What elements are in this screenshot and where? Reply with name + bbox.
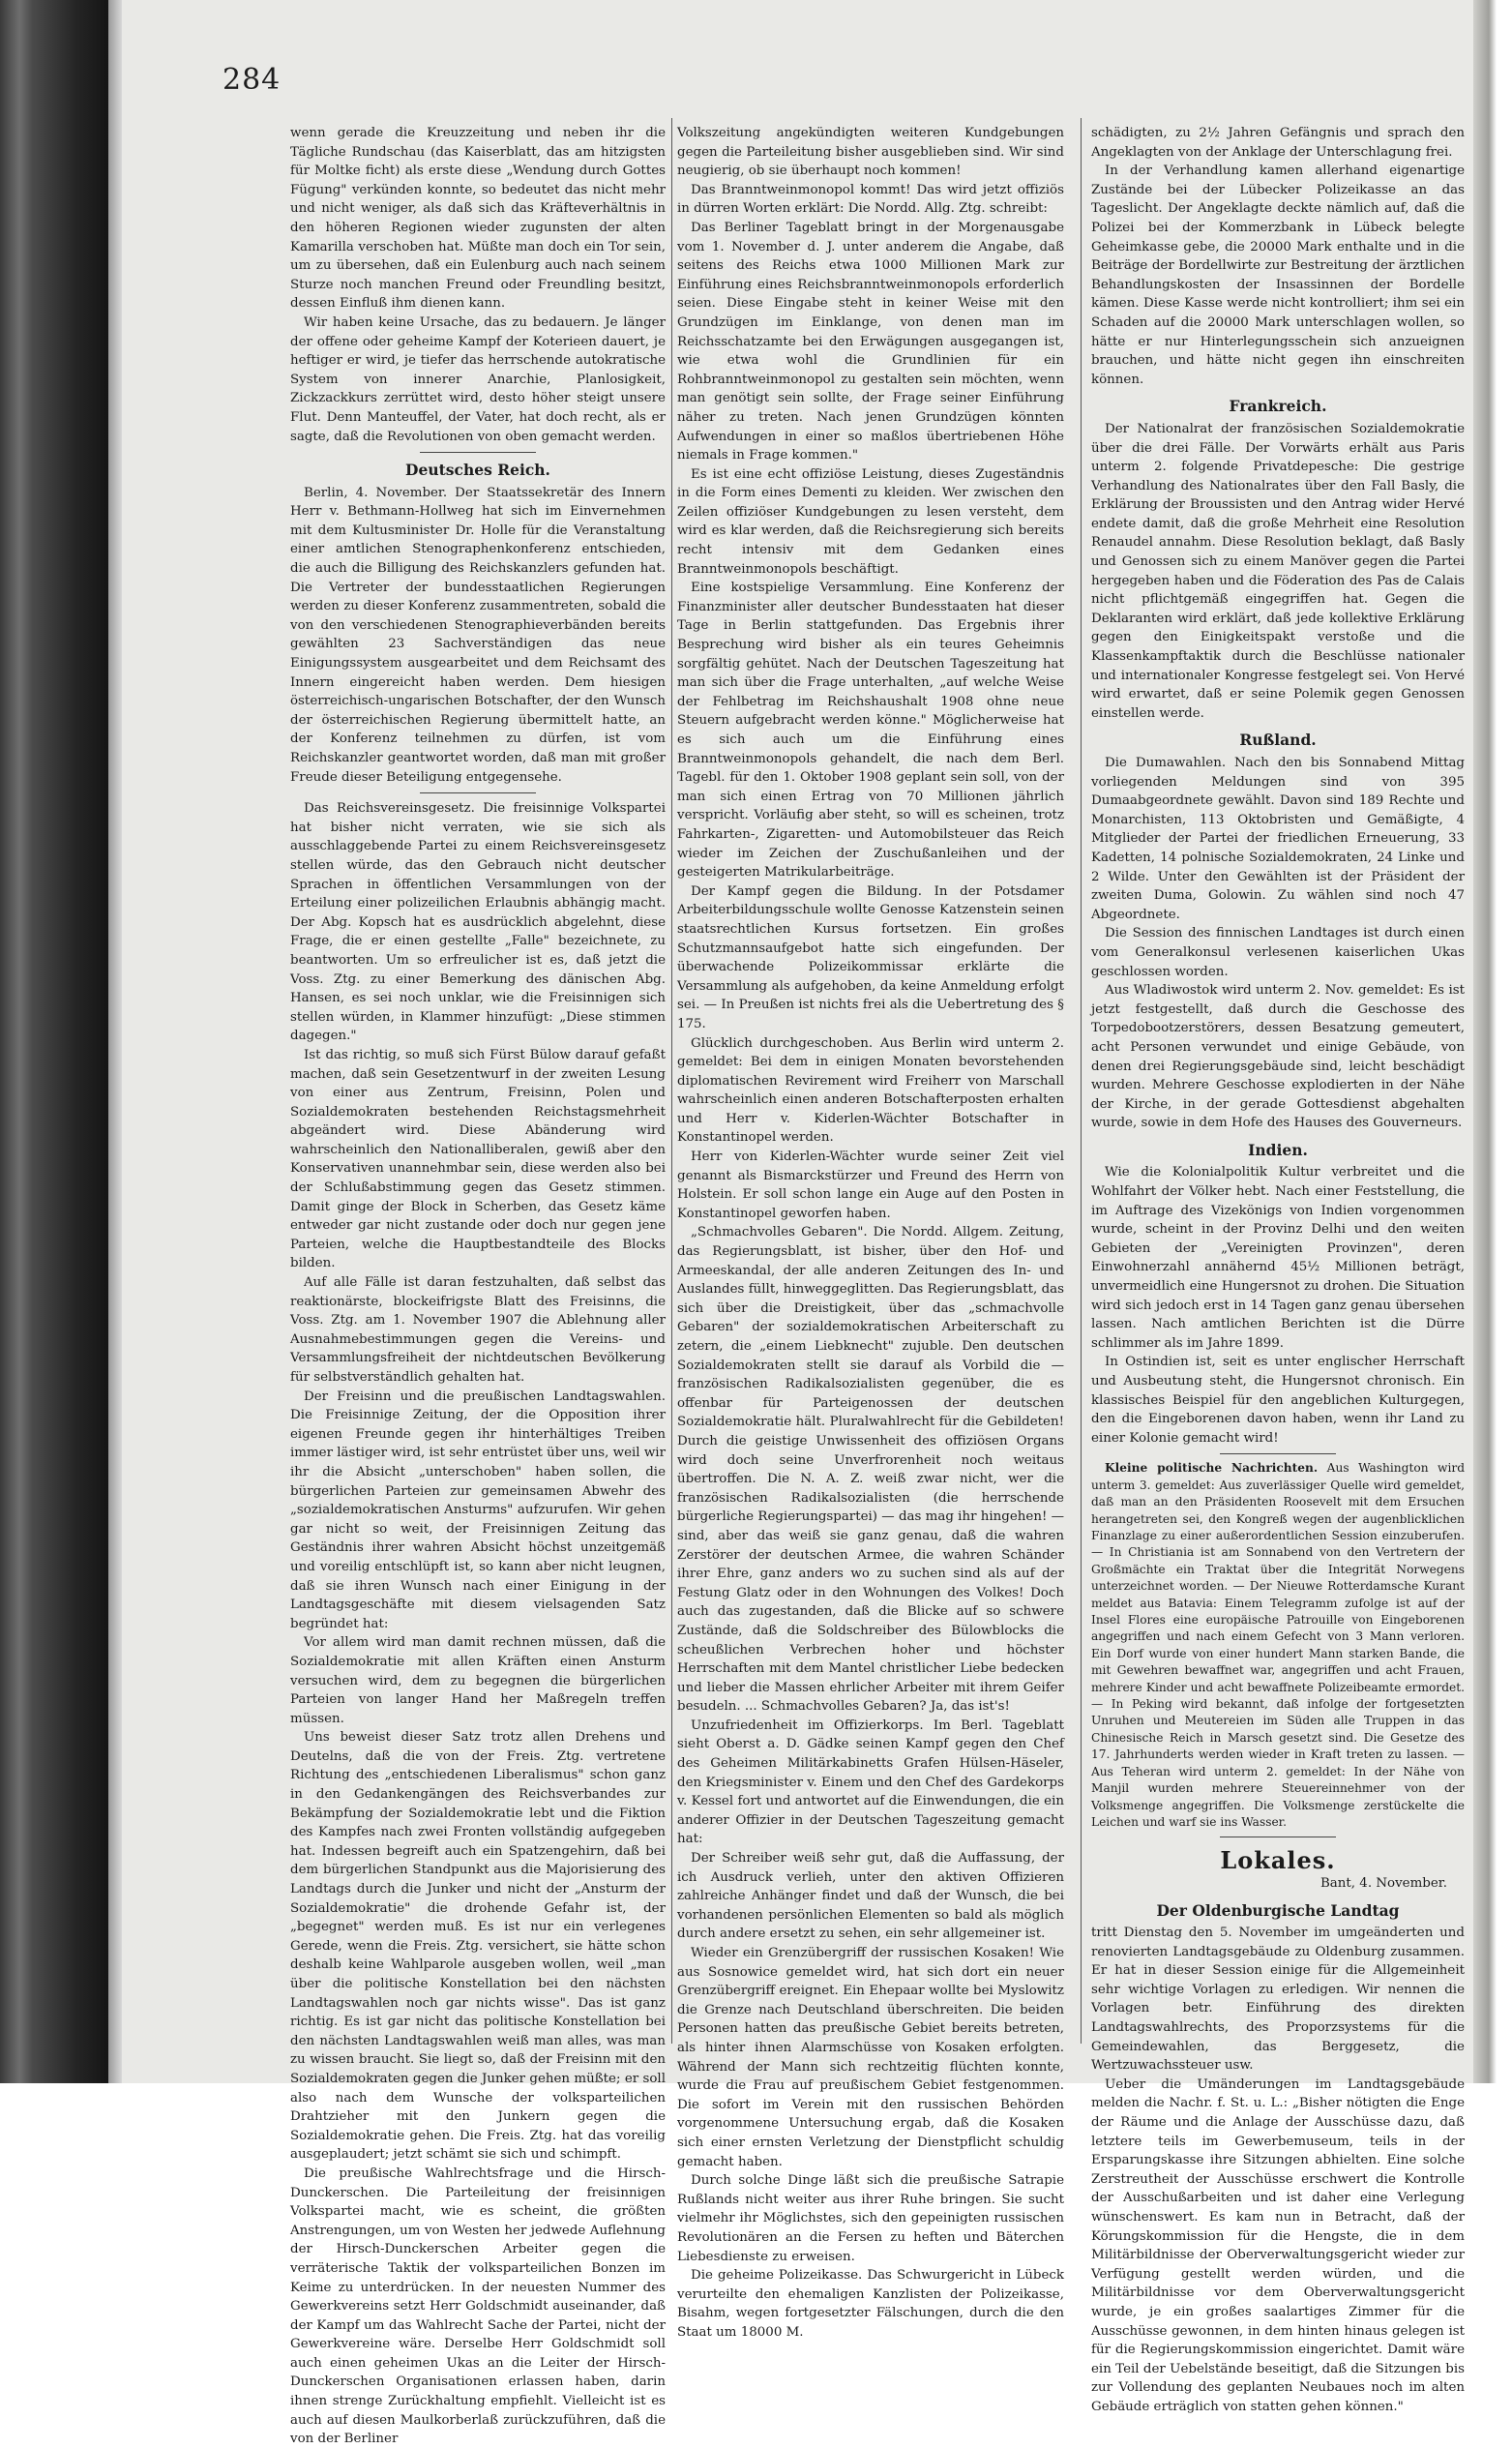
book-binding [0, 0, 108, 2083]
paragraph: Wie die Kolonialpolitik Kultur verbreitet und die Wohlfahrt der Völker hebt. Nach einer Feststellung, die im Auftrage des Vizekönigs von Indien vorgenommen wurde, scheint in der Provinz Delhi und den weiten Gebieten der „Vereinigten Provinzen", deren Einwohnerzahl annähernd 45½ Millionen beträgt, unvermeidlich eine Hungersnot zu drohen. Die Situation wird sich jedoch erst in 14 Tagen ganz genau übersehen lassen. Nach amtlichen Berichten ist die Dürre schlimmer als im Jahre 1899. [1091, 1165, 1465, 1351]
paragraph: Eine kostspielige Versammlung. Eine Konferenz der Finanzminister aller deutscher Bundesstaaten hat dieser Tage in Berlin stattgefunden. Das Ergebnis ihrer Besprechung wird bisher als ein teures Geheimnis sorgfältig gehütet. Nach der Deutschen Tageszeitung hat man sich über die Frage unterhalten, „auf welche Weise der Fehlbetrag im Reichshaushalt 1908 ohne neue Steuern aufgebracht werden könne." Möglicherweise hat es sich auch um die Einführung eines Branntweinmonopols gehandelt, die nach dem Berl. Tagebl. für den 1. Oktober 1908 geplant sein soll, von der man sich einen Ertrag von 70 Millionen jährlich verspricht. Vorläufig aber steht, so will es scheinen, trotz Fahrkarten-, Zigaretten- und Automobilsteuer das Reich wieder im Zeichen der Zuschußanleihen und der gesteigerten Matrikularbeiträge. [677, 581, 1064, 881]
paragraph: In Ostindien ist, seit es unter englischer Herrschaft und Ausbeutung steht, die Hungersnot chronisch. Ein klassisches Beispiel für den angeblichen Kulturgegen, den die Eingeborenen davon haben, wenn ihr Land zu einer Kolonie gemacht wird! [1091, 1355, 1465, 1446]
small-news-block [1091, 1460, 1465, 1831]
paragraph: Der Kampf gegen die Bildung. In der Potsdamer Arbeiterbildungsschule wollte Genosse Katzenstein seinen staatsrechtlichen Kursus fortsetzen. Ein großes Schutzmannsaufgebot hatte sich eingefunden. Der überwachende Polizeikommissar erklärte die Versammlung als aufgehoben, da keine Anmeldung erfolgt sei. — In Preußen ist nichts frei als die Uebertretung des § 175. [677, 883, 1064, 1031]
section-heading: Rußland. [1239, 731, 1317, 750]
paragraph: Volkszeitung angekündigten weiteren Kundgebungen gegen die Parteileitung bisher ausgeblieben sind. Wir sind neugierig, ob sie überhaupt noch kommen! [677, 126, 1064, 179]
column-2 [677, 124, 1064, 2340]
paragraph: Wir haben keine Ursache, das zu bedauern. Je länger der offene oder geheime Kampf der Koterieen dauert, je heftiger er wird, je tiefer das herrschende autokratische System von innerer Anarchie, Planlosigkeit, Zickzackkurs zerrüttet wird, desto höher steigt unsere Flut. Denn Manteuffel, der Vater, hat doch recht, als er sagte, daß die Revolutionen von oben gemacht werden. [290, 314, 666, 444]
column-1 [290, 124, 666, 2447]
column-rule-2 [1081, 118, 1082, 2044]
binding-edge [108, 0, 122, 2083]
column-3 [1091, 124, 1465, 2414]
paragraph: schädigten, zu 2½ Jahren Gefängnis und sprach den Angeklagten von der Anklage der Unterschlagung frei. [1091, 126, 1465, 160]
section-heading: Frankreich. [1229, 397, 1327, 416]
section-heading: Indien. [1248, 1140, 1308, 1159]
section-divider [1220, 1453, 1336, 1454]
paragraph: Berlin, 4. November. Der Staatssekretär des Innern Herr v. Bethmann-Hollweg hat sich im Einvernehmen mit dem Kultusminister Dr. Holle für die Veranstaltung einer amtlichen Stenographenkonferenz entschieden, die auch die Billigung des Reichskanzlers gefunden hat. Die Vertreter der bundesstaatlichen Regierungen werden zu dieser Konferenz zusammentreten, sobald die von den verschiedenen Stenographieverbänden bereits gewählten 23 Sachverständigen das neue Einigungssystem ausgearbeitet und dem Reichsamt des Innern eingereicht haben werden. Dem hiesigen österreichisch-ungarischen Botschafter, der den Wunsch der österreichischen Regierung übermittelt hatte, an der Konferenz teilnehmen zu dürfen, ist vom Reichskanzler geantwortet worden, daß man mit großer Freude dieser Beteiligung entgegensehe. [290, 485, 666, 785]
paragraph: Der Freisinn und die preußischen Landtagswahlen. Die Freisinnige Zeitung, der die Opposition ihrer eigenen Freunde gegen ihr hinterhältiges Treiben immer lästiger wird, ist sehr entrüstet über uns, weil wir ihr die Absicht „unterschoben" haben sollen, die bürgerlichen Parteien zur gemeinsamen Abwehr des „sozialdemokratischen Ansturms" aufzurufen. Wir gehen gar nicht so weit, der Freisinnigen Zeitung das Geständnis ihrer wahren Absicht höchst unzeitgemäß und voreilig entschlüpft ist, so kann aber nicht leugnen, daß sie ihren Wunsch nach einer Einigung in der Landtagsgeschäfte mit diesem vielsagenden Satz begründet hat: [290, 1389, 666, 1631]
paragraph: Das Reichsvereinsgesetz. Die freisinnige Volkspartei hat bisher nicht verraten, wie sie sich als ausschlaggebende Partei zu einem Reichsvereinsgesetz stellen würde, das den Gebrauch nicht deutscher Sprachen in öffentlichen Versammlungen von der Erteilung einer polizeilichen Erlaubnis abhängig macht. Der Abg. Kopsch hat es ausdrücklich abgelehnt, diese Frage, die er einen gestellte „Falle" bezeichnete, zu beantworten. Um so erfreulicher ist es, daß jetzt die Voss. Ztg. zu einer Bemerkung des dänischen Abg. Hansen, es sei noch unklar, wie die Freisinnigen sich stellen würden, in Klammer hinzufügt: „Diese stimmen dagegen." [290, 801, 666, 1044]
paragraph: Die Session des finnischen Landtages ist durch einen vom Generalkonsul verlesenen kaiserlichen Ukas geschlossen worden. [1091, 926, 1465, 979]
paragraph: Unzufriedenheit im Offizierkorps. Im Berl. Tageblatt sieht Oberst a. D. Gädke seinen Kampf gegen den Chef des Geheimen Militärkabinetts Grafen Hülsen-Häseler, den Kriegsminister v. Einem und den Chef des Gardekorps v. Kessel fort und antwortet auf die Einwendungen, die ein anderer Offizier in der Deutschen Tageszeitung gemacht hat: [677, 1717, 1064, 1847]
paragraph: Die geheime Polizeikasse. Das Schwurgericht in Lübeck verurteilte den ehemaligen Kanzlisten der Polizeikasse, Bisahm, wegen fortgesetzter Fälschungen, durch die den Staat um 18000 M. [677, 2268, 1064, 2340]
paragraph: Ueber die Umänderungen im Landtagsgebäude melden die Nachr. f. St. u. L.: „Bisher nötigten die Enge der Räume und die Anlage der Ausschüsse dazu, daß letztere teils im Gewerbemuseum, teils in der Ersparungskasse ihre Sitzungen abhielten. Eine solche Zerstreutheit der Ausschüsse erschwert die Kontrolle der Ausschußarbeiten und ist daher eine Verlegung wünschenswert. Es kam nun in Betracht, daß der Körungskommission für die Hengste, die in dem Militärbildnisse der Oberverwaltungsgericht wieder zur Verfügung gestellt werden würden, und die Militärbildnisse vor dem Oberverwaltungsgericht wurde, je ein großes saalartiges Zimmer für die Ausschüsse gewonnen, in dem hinten hinaus gelegen ist für die Regierungskommission eingerichtet. Damit wäre ein Teil der Uebelstände beseitigt, daß die Sitzungen bis zur Vollendung des geplanten Neubaues noch im alten Gebäude erträglich von statten gehen können." [1091, 2076, 1465, 2414]
paragraph: Glücklich durchgeschoben. Aus Berlin wird unterm 2. gemeldet: Bei dem in einigen Monaten bevorstehenden diplomatischen Revirement wird Freiherr von Marschall wahrscheinlich einen anderen Botschafterposten erhalten und Herr v. Kiderlen-Wächter Botschafter in Konstantinopel werden. [677, 1035, 1064, 1146]
paragraph: Wieder ein Grenzübergriff der russischen Kosaken! Wie aus Sosnowice gemeldet wird, hat sich dort ein neuer Grenzübergriff ereignet. Ein Ehepaar wollte bei Myslowitz die Grenze nach Deutschland überschreiten. Die beiden Personen hatten das preußische Gebiet bereits betreten, als hinter ihnen Alarmschüsse von Kosaken erfolgten. Während der Mann sich rechtzeitig flüchten konnte, wurde die Frau auf preußischem Gebiet festgenommen. Die sofort im Verein mit den russischen Behörden vorgenommene Untersuchung ergab, daß die Kosaken sich einer ernsten Verletzung der Dienstpflicht schuldig gemacht haben. [677, 1946, 1064, 2169]
small-news-text: Aus Washington wird unterm 3. gemeldet: Aus zuverlässiger Quelle wird gemeldet, daß man an den Präsidenten Roosevelt mit dem Ersuchen herangetreten sei, den Kongreß wegen der augenblicklichen Finanzlage zu einer außerordentlichen Session einzuberufen. — In Christiania ist am Sonnabend von den Vertretern der Großmächte ein Traktat über die Integrität Norwegens unterzeichnet worden. — Der Nieuwe Rotterdamsche Kurant meldet aus Batavia: Einem Telegramm zufolge ist auf der Insel Flores eine europäische Patrouille von Eingeborenen angegriffen und nach einem Gefecht von 3 Mann verloren. Ein Dorf wurde von einer hundert Mann starken Bande, die mit Gewehren bewaffnet war, angegriffen und acht Frauen, mehrere Kinder und acht bewaffnete Polizeibeamte ermordet. — In Peking wird bekannt, daß infolge der fortgesetzten Unruhen und Meutereien im Süden alle Truppen in das Chinesische Reich in Marsch gesetzt sind. Die Gesetze des 17. Jahrhunderts werden wieder in Kraft treten zu lassen. — Aus Teheran wird unterm 2. gemeldet: In der Nähe von Manjil wurden mehrere Steuereinnehmer von der Volksmenge angegriffen. Die Volksmenge zerstückelte die Leichen und warf sie ins Wasser. [1091, 1461, 1465, 1829]
paragraph: Auf alle Fälle ist daran festzuhalten, daß selbst das reaktionärste, blockeifrigste Blatt des Freisinns, die Voss. Ztg. am 1. November 1907 die Ablehnung aller Ausnahmebestimmungen gegen die Vereins- und Versammlungsfreiheit der nichtdeutschen Bevölkerung für selbstverständlich gehalten hat. [290, 1275, 666, 1385]
page-number: 284 [222, 63, 282, 97]
paragraph: Es ist eine echt offiziöse Leistung, dieses Zugeständnis in die Form eines Dementi zu kleiden. Wer zwischen den Zeilen offiziöser Kundgebungen zu lesen versteht, dem wird es klar werden, daß die Reichsregierung sich bereits recht intensiv mit dem Gedanken eines Branntweinmonopols beschäftigt. [677, 466, 1064, 577]
section-heading: Deutsches Reich. [405, 461, 550, 480]
paragraph: Ist das richtig, so muß sich Fürst Bülow darauf gefaßt machen, daß sein Gesetzentwurf in der zweiten Lesung von einer aus Zentrum, Freisinn, Polen und Sozialdemokraten bestehenden Reichstagsmehrheit abgeändert wird. Diese Abänderung wird wahrscheinlich den Nationalliberalen, gewiß aber den Konservativen unannehmbar sein, diese werden also bei der Schlußabstimmung gegen das Gesetz stimmen. Damit ginge der Block in Scherben, das Gesetz käme entweder gar nicht zustande oder doch nur gegen jene Parteien, welche die Hauptbestandteile des Blocks bilden. [290, 1047, 666, 1271]
column-rule-1 [671, 118, 672, 2044]
paragraph: Das Branntweinmonopol kommt! Das wird jetzt offiziös in dürren Worten erklärt: Die Nordd. Allg. Ztg. schreibt: [677, 182, 1064, 217]
dateline: Bant, 4. November. [1319, 1875, 1447, 1891]
paragraph: In der Verhandlung kamen allerhand eigenartige Zustände bei der Lübecker Polizeikasse an das Tageslicht. Der Angeklagte deckte nämlich auf, daß die Polizei bei der Kommerzbank in Lübeck belegte Geheimkasse gebe, die 20000 Mark enthalte und in die Beiträge der Bordellwirte zur Bestreitung der ärztlichen Behandlungskosten der Insassinnen der Bordelle kämen. Diese Kasse werde nicht kontrolliert; ihm sei ein Schaden auf die 20000 Mark unterschlagen wollen, so hätte er nur Hinterlegungsschein sich anzueignen brauchen, und hätte nicht gegen ihn einschreiten können. [1091, 164, 1465, 387]
paragraph: tritt Dienstag den 5. November im umgeänderten und renovierten Landtagsgebäude zu Oldenburg zusammen. Er hat in dieser Session einige für die Allgemeinheit sehr wichtige Vorlagen zu erledigen. Wir nennen die Vorlagen betr. Einführung des direkten Landtagswahlrechts, des Proporzsystems für die Gemeindewahlen, das Berggesetz, die Wertzuwachssteuer usw. [1091, 1926, 1465, 2074]
paragraph: Der Schreiber weiß sehr gut, daß die Auffassung, der ich Ausdruck verlieh, unter den aktiven Offizieren zahlreiche Anhänger findet und daß der Wunsch, die bei vorhandenen persönlichen Elementen so bald als möglich durch andere ersetzt zu sehen, ein sehr allgemeiner ist. [677, 1851, 1064, 1942]
paragraph: wenn gerade die Kreuzzeitung und neben ihr die Tägliche Rundschau (das Kaiserblatt, das am hitzigsten für Moltke ficht) als erste diese „Wendung durch Gottes Fügung" verkünden konnte, so bedeutet das nicht mehr und nicht weniger, als daß sich das Kräfteverhältnis in den höheren Regionen wieder zugunsten der alten Kamarilla verschoben hat. Müßte man doch ein Tor sein, um zu übersehen, daß ein Eulenburg auch nach seinem Sturze noch manchen Freund oder Freundling besitzt, dessen Einfluß ihm dienen kann. [290, 126, 666, 312]
lokales-heading: Lokales. [1220, 1846, 1336, 1875]
paragraph: Aus Wladiwostok wird unterm 2. Nov. gemeldet: Es ist jetzt festgestellt, daß durch die Geschosse des Torpedobootzerstörers, dessen Besatzung gemeutert, acht Personen verwundet und einige Gebäude, von denen drei Regierungsgebäude sind, leicht beschädigt wurden. Mehrere Geschosse explodierten in der Nähe der Kirche, in der gerade Gottesdienst abgehalten wurde, sowie in dem Hofe des Hauses des Gouverneurs. [1091, 983, 1465, 1131]
paragraph: Die preußische Wahlrechtsfrage und die Hirsch-Dunckerschen. Die Parteileitung der freisinnigen Volkspartei macht, wie es scheint, die größten Anstrengungen, um von Westen her jedwede Auflehnung der Hirsch-Dunckerschen Arbeiter gegen die verräterische Taktik der volksparteilichen Bonzen im Keime zu unterdrücken. In der neuesten Nummer des Gewerkvereins setzt Herr Goldschmidt auseinander, daß der Kampf um das Wahlrecht Sache der Partei, nicht der Gewerkvereine wäre. Derselbe Herr Goldschmidt soll auch einen geheimen Ukas an die Leiter der Hirsch-Dunckerschen Organisationen erlassen haben, darin ihnen strenge Zurückhaltung empfiehlt. Vielleicht ist es auch auf diesen Maulkorberlaß zurückzuführen, daß die von der Berliner [290, 2165, 666, 2447]
paragraph: Herr von Kiderlen-Wächter wurde seiner Zeit viel genannt als Bismarckstürzer und Freund des Herrn von Holstein. Er soll schon lange ein Auge auf den Posten in Konstantinopel geworfen haben. [677, 1150, 1064, 1221]
section-heading: Der Oldenburgische Landtag [1156, 1900, 1400, 1920]
page-right-edge [1473, 0, 1512, 2083]
paragraph: Das Berliner Tageblatt bringt in der Morgenausgabe vom 1. November d. J. unter anderem die Angabe, daß seitens des Reichs etwa 1000 Millionen Mark zur Einführung eines Reichsbranntweinmonopols erforderlich seien. Diese Eingabe steht in keiner Weise mit den Grundzügen im Einklange, von denen man im Reichsschatzamte bei den Erwägungen ausgegangen ist, wie etwa wohl die Grundlinien für ein Rohbranntweinmonopol zu gestalten sein möchten, wenn man genötigt sein sollte, der Frage seiner Einführung näher zu treten. Nach jenen Grundzügen könnten Aufwendungen in einer so maßlos übertriebenen Höhe niemals in Frage kommen." [677, 220, 1064, 463]
section-divider [420, 792, 536, 793]
paragraph: „Schmachvolles Gebaren". Die Nordd. Allgem. Zeitung, das Regierungsblatt, ist bisher, über den Hof- und Armeeskandal, der alle anderen Zeitungen des In- und Auslandes füllt, hinweggeglitten. Das Regierungsblatt, das sich über die Dreistigkeit, über das „schmachvolle Gebaren" der sozialdemokratischen Arbeiterschaft zu zetern, die „einem Liebknecht" zujuble. Den deutschen Sozialdemokraten stellt sie darauf als Vorbild die — französischen Radikalsozialisten gegenüber, die es offenbar für Parteigenossen der deutschen Sozialdemokratie hält. Pluralwahlrecht für die Gebildeten! Durch die geistige Unwissenheit des offiziösen Organs wird doch seine Unverfrorenheit noch weitaus übertroffen. Die N. A. Z. weiß zwar nicht, wer die französischen Radikalsozialisten (die herrschende bürgerliche Regierungspartei) — das mag ihr hingehen! — sind, aber das weiß sie ganz genau, daß die wahren Zerstörer der deutschen Armee, die wahren Schänder ihrer Ehre, ganz anders wo zu suchen sind als auf der Festung Glatz oder in den Wohnungen des Volkes! Doch auch das zugestanden, daß die Blicke auf so schwere Zustände, daß die Soldschreiber des Bülowblocks die scheußlichen Verbrechen hoher und höchster Herrschaften mit dem Mantel christlicher Liebe bedecken und lieber die Massen ehrlicher Arbeiter mit ihrem Geifer besudeln. ... Schmachvolles Gebaren? Ja, das ist's! [677, 1225, 1064, 1715]
paragraph: Die Dumawahlen. Nach den bis Sonnabend Mittag vorliegenden Meldungen sind von 395 Dumaabgeordnete gewählt. Davon sind 189 Rechte und Monarchisten, 113 Oktobristen und Gemäßigte, 4 Mitglieder der Partei der friedlichen Erneuerung, 33 Kadetten, 14 polnische Sozialdemokraten, 24 Linke und 2 Wilde. Unter den Gewählten ist der Präsident der zweiten Duma, Golowin. Zu wählen sind noch 47 Abgeordnete. [1091, 756, 1465, 922]
paragraph: Vor allem wird man damit rechnen müssen, daß die Sozialdemokratie mit allen Kräften einen Ansturm versuchen wird, dem zu begegnen die bürgerlichen Parteien von langer Hand her Maßregeln treffen müssen. [290, 1635, 666, 1726]
small-news-heading: Kleine politische Nachrichten. [1105, 1461, 1319, 1476]
paragraph: Der Nationalrat der französischen Sozialdemokratie über die drei Fälle. Der Vorwärts erhält aus Paris unterm 2. folgende Privatdepesche: Die gestrige Verhandlung des Nationalrates über den Fall Basly, die Erklärung der Broussisten und den Antrag wider Hervé endete damit, daß die große Mehrheit eine Resolution Renaudel annahm. Diese Resolution beklagt, daß Basly und Genossen sich zu einem Manöver gegen die Partei hergegeben haben und die Föderation des Pas de Calais nicht pflichtgemäß eingegriffen hat. Gegen die Deklaranten wird erklärt, daß jede kollektive Erklärung gegen den Einigkeitspakt verstoße und die Klassenkampftaktik durch die Beschlüsse nationaler und internationaler Kongresse festgelegt sei. Von Hervé wird erwartet, daß er seine Polemik gegen Genossen einstellen werde. [1091, 421, 1465, 721]
paragraph: Durch solche Dinge läßt sich die preußische Satrapie Rußlands nicht weiter aus ihrer Ruhe bringen. Sie sucht vielmehr ihr Möglichstes, sich den gepeinigten russischen Revolutionären an die Fersen zu heften und Bäterchen Liebesdienste zu erweisen. [677, 2173, 1064, 2264]
paragraph: Uns beweist dieser Satz trotz allen Drehens und Deutelns, daß die von der Freis. Ztg. vertretene Richtung des „entschiedenen Liberalismus" schon ganz in den Gedankengängen des Reichsverbandes zur Bekämpfung der Sozialdemokratie lebt und die Fiktion des Kampfes nach zwei Fronten vollständig aufgegeben hat. Indessen begreift auch ein Spatzengehirn, daß bei dem bürgerlichen Standpunkt aus die Majorisierung des Landtags durch die Junker und nicht der „Ansturm der Sozialdemokratie" die drohende Gefahr ist, der „begegnet" werden muß. Es ist nur ein verlegenes Gerede, wenn die Freis. Ztg. versichert, sie hätte schon deshalb keine Wahlparole ausgeben wollen, weil „man über die politische Konstellation bei den nächsten Landtagswahlen noch gar nichts wisse". Das ist ganz richtig. Es ist gar nicht das politische Konstellation bei den nächsten Landtagswahlen weiß man alles, was man zu wissen braucht. Sie liegt so, daß der Freisinn mit den Sozialdemokraten gegen die Junker gehen müßte; er soll also nach dem Wunsche der volksparteilichen Drahtzieher mit den Junkern gegen die Sozialdemokratie gehen. Die Freis. Ztg. hat das voreilig ausgeplaudert; jetzt schämt sie sich und schimpft. [290, 1730, 666, 2163]
section-divider [420, 452, 536, 453]
